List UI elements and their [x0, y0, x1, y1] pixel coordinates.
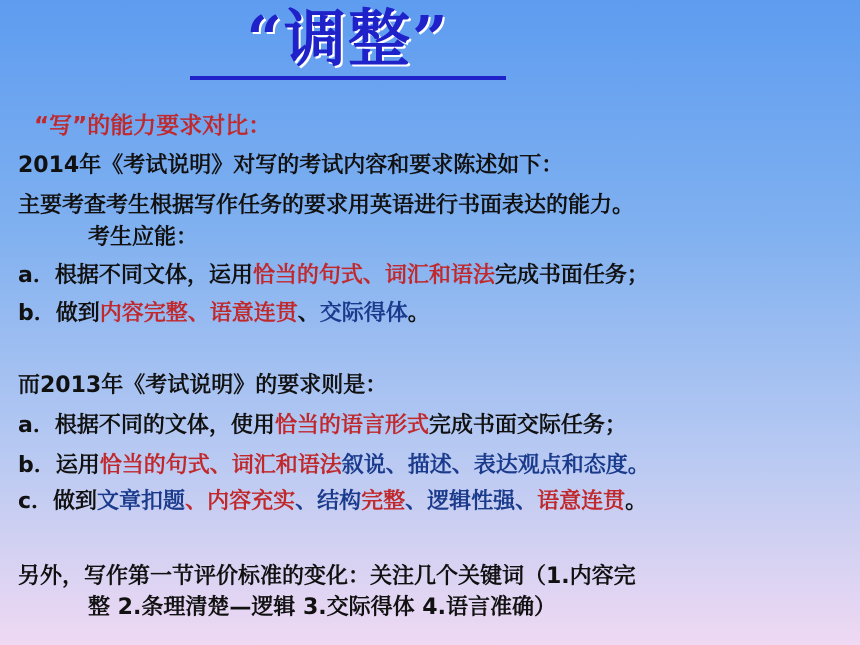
item-2014-b [18, 300, 430, 328]
item-2013-b-pre: b．运用 [18, 453, 100, 478]
item-2013-c-highlight2: 内容充实 [207, 489, 296, 514]
item-2013-a-post: 完成书面交际任务； [428, 413, 627, 438]
item-2014-a-pre: a．根据不同文体，运用 [18, 263, 253, 288]
item-2014-b-pre: b．做到 [18, 301, 100, 326]
item-2013-c-sep3: 、逻辑性强、 [405, 489, 538, 514]
item-2014-b-highlight2: 交际得体 [319, 301, 408, 326]
item-2013-c-post: 。 [625, 489, 648, 514]
title-underline [190, 76, 506, 80]
item-2014-b-sep: 、 [297, 301, 320, 326]
item-2013-c-sep1: 、 [185, 489, 208, 514]
note-line2: 整 2.条理清楚—逻辑 3.交际得体 4.语言准确） [88, 595, 556, 620]
item-2013-a-pre: a．根据不同的文体，使用 [18, 413, 275, 438]
item-2014-b-post: 。 [407, 301, 430, 326]
note-line1: 另外，写作第一节评价标准的变化：关注几个关键词（1.内容完 [18, 564, 636, 589]
item-2013-b [18, 452, 650, 480]
item-2014-a-highlight: 恰当的句式、词汇和语法 [252, 263, 495, 288]
item-2014-a [18, 262, 649, 290]
item-2013-c-highlight3: 完整 [361, 489, 406, 514]
subtitle: “写”的能力要求对比： [34, 113, 272, 139]
item-2013-a [18, 412, 627, 440]
requirement-2014-line2: 考生应能： [88, 225, 199, 250]
heading-2013: 而2013年《考试说明》的要求则是： [18, 373, 388, 398]
item-2014-a-post: 完成书面任务； [494, 263, 649, 288]
heading-2014: 2014年《考试说明》对写的考试内容和要求陈述如下： [18, 153, 564, 178]
slide-title: “调整” [246, 2, 450, 75]
item-2013-b-post: 叙说、描述、表达观点和态度。 [341, 453, 650, 478]
item-2014-b-highlight1: 内容完整、语意连贯 [99, 301, 298, 326]
item-2013-b-highlight: 恰当的句式、词汇和语法 [99, 453, 342, 478]
item-2013-c-pre: c．做到 [18, 489, 98, 514]
item-2013-a-highlight: 恰当的语言形式 [274, 413, 429, 438]
item-2013-c-sep2: 、结构 [295, 489, 362, 514]
requirement-2014-line1: 主要考查考生根据写作任务的要求用英语进行书面表达的能力。 [18, 193, 635, 218]
item-2013-c [18, 488, 647, 516]
item-2013-c-highlight4: 语意连贯 [537, 489, 626, 514]
item-2013-c-highlight1: 文章扣题 [97, 489, 186, 514]
